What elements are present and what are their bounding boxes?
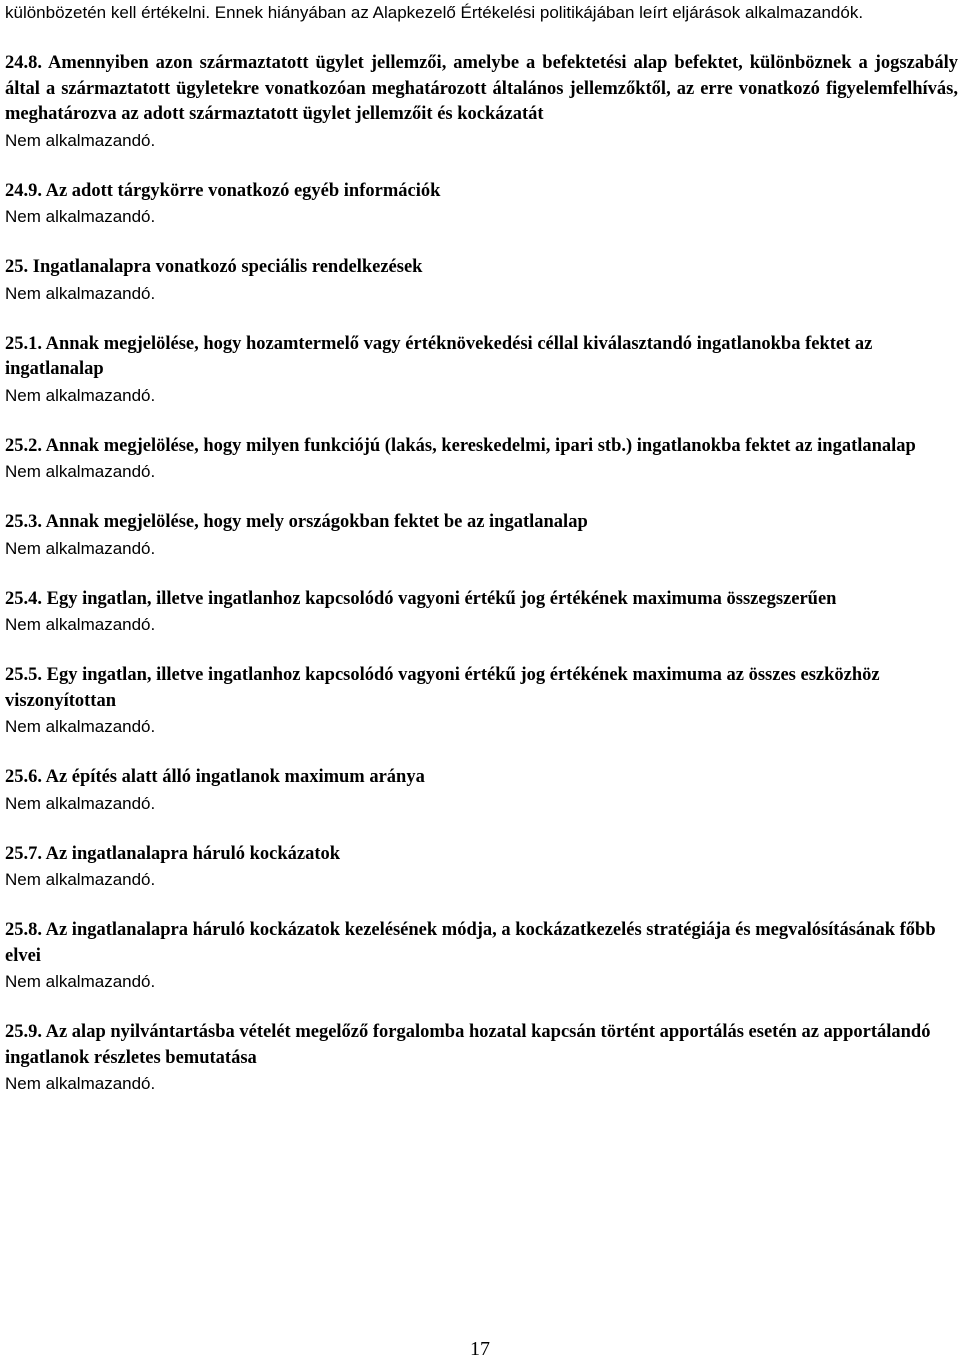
section-25-2	[5, 434, 958, 485]
document-page	[5, 0, 958, 1362]
section-heading: 25.3. Annak megjelölése, hogy mely országokban fektet be az ingatlanalap	[5, 512, 588, 532]
section-24-8	[5, 51, 958, 153]
section-25-9	[5, 1020, 958, 1097]
section-25-1	[5, 332, 958, 409]
section-25-7	[5, 842, 958, 893]
section-heading: 25. Ingatlanalapra vonatkozó speciális rendelkezések	[5, 257, 423, 277]
section-heading: 25.5. Egy ingatlan, illetve ingatlanhoz kapcsolódó vagyoni értékű jog értékének maximuma az összes eszközhöz viszonyítottan	[5, 665, 880, 711]
section-body: Nem alkalmazandó.	[5, 717, 156, 736]
section-body: Nem alkalmazandó.	[5, 972, 156, 991]
page-number: 17	[470, 1338, 490, 1360]
intro-paragraph: különbözetén kell értékelni. Ennek hiányában az Alapkezelő Értékelési politikájában leírt eljárások alkalmazandók.	[5, 3, 864, 22]
section-heading: 25.1. Annak megjelölése, hogy hozamtermelő vagy értéknövekedési céllal kiválasztandó ingatlanokba fektet az ingatlanalap	[5, 333, 873, 379]
section-25-8	[5, 918, 958, 995]
section-heading: 25.9. Az alap nyilvántartásba vételét megelőző forgalomba hozatal kapcsán történt apportálás esetén az apportálandó ingatlanok részletes bemutatása	[5, 1022, 931, 1068]
section-body: Nem alkalmazandó.	[5, 130, 156, 150]
section-25-4	[5, 587, 958, 638]
section-body: Nem alkalmazandó.	[5, 538, 156, 558]
section-25-5	[5, 663, 958, 740]
section-body: Nem alkalmazandó.	[5, 615, 156, 634]
section-25-6	[5, 765, 958, 816]
section-body: Nem alkalmazandó.	[5, 207, 156, 226]
section-heading: 25.7. Az ingatlanalapra háruló kockázatok	[5, 843, 341, 864]
section-heading: 25.8. Az ingatlanalapra háruló kockázatok kezelésének módja, a kockázatkezelés stratégiája és megvalósításának főbb elvei	[5, 920, 936, 966]
section-heading: 24.8. Amennyiben azon származtatott ügylet jellemzői, amelybe a befektetési alap befektet, különböznek a jogszabály által a származtatott ügyletekre vonatkozóan meghatározott általános jellemzőktől, az erre vonatkozó figyelemfelhívás, meghatározva az adott származtatott ügylet jellemzőit és kockázatát	[5, 53, 958, 124]
section-heading: 24.9. Az adott tárgykörre vonatkozó egyéb információk	[5, 180, 441, 201]
section-heading: 25.4. Egy ingatlan, illetve ingatlanhoz kapcsolódó vagyoni értékű jog értékének maximuma összegszerűen	[5, 588, 837, 609]
section-25	[5, 255, 958, 306]
section-heading: 25.2. Annak megjelölése, hogy milyen funkciójú (lakás, kereskedelmi, ipari stb.) ingatlanokba fektet az ingatlanalap	[5, 435, 916, 456]
section-body: Nem alkalmazandó.	[5, 1074, 156, 1093]
section-body: Nem alkalmazandó.	[5, 870, 156, 889]
section-heading: 25.6. Az építés alatt álló ingatlanok maximum aránya	[5, 767, 425, 787]
section-body: Nem alkalmazandó.	[5, 283, 156, 303]
section-body: Nem alkalmazandó.	[5, 793, 156, 813]
section-25-3	[5, 510, 958, 561]
section-24-9	[5, 179, 958, 230]
section-body: Nem alkalmazandó.	[5, 385, 156, 405]
section-body: Nem alkalmazandó.	[5, 462, 156, 481]
